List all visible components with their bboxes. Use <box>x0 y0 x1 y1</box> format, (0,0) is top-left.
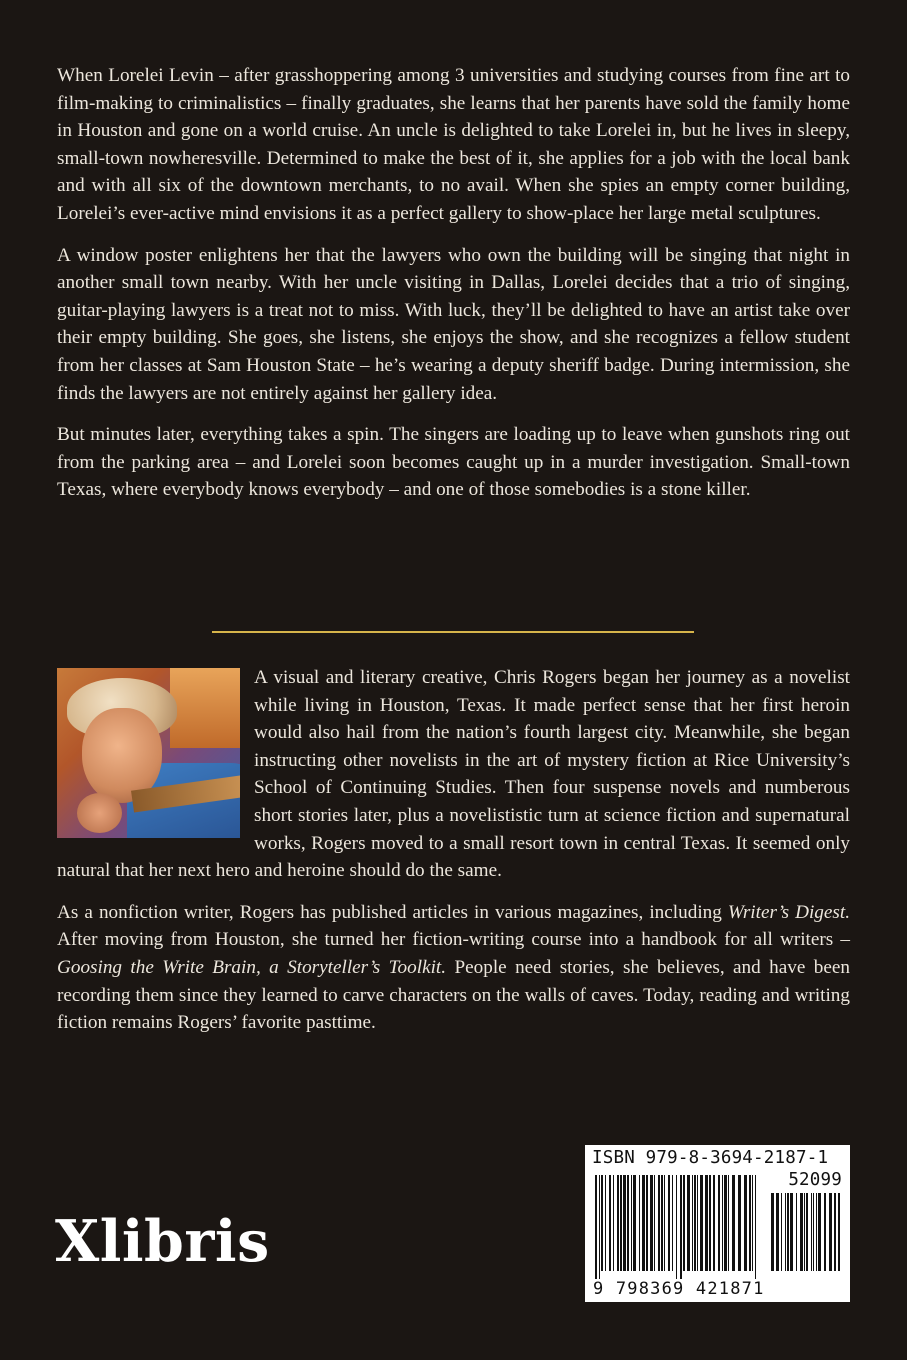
isbn-barcode <box>585 1145 850 1302</box>
publisher-logo: Xlibris <box>55 1208 270 1275</box>
isbn-label: ISBN 979-8-3694-2187-1 <box>592 1148 829 1168</box>
price-code: 52099 <box>788 1170 842 1190</box>
author-portrait <box>57 668 240 838</box>
isbn-digits: 9 798369 421871 <box>593 1279 765 1299</box>
synopsis <box>57 62 850 518</box>
author-bio <box>57 664 850 1051</box>
synopsis-paragraph-3: But minutes later, everything takes a spin. The singers are loading up to leave when gunshots ring out from the parking area – and Lorelei soon becomes caught up in a murder investigation. Small-town Texas, where everybody knows everybody – and one of those somebodies is a stone killer. <box>57 424 850 501</box>
bio-paragraph-2: As a nonfiction writer, Rogers has published articles in various magazines, including Writer’s Digest. After moving from Houston, she turned her fiction-writing course into a handbook for all writers – Goosing the Write Brain, a Storyteller’s Toolkit. People need stories, she believes, and have been recording them since they learned to carve characters on the walls of caves. Today, reading and writing fiction remains Rogers’ favorite pasttime. <box>57 901 850 1034</box>
bio-paragraph-1: A visual and literary creative, Chris Rogers began her journey as a novelist while living in Houston, Texas. It made perfect sense that her first heroin would also hail from the nation’s fourth largest city. Meanwhile, she began instructing other novelists in the art of mystery fiction at Rice University’s School of Continuing Studies. Then four suspense novels and numberous short stories later, plus a novelististic turn at science fiction and supernatural works, Rogers moved to a small resort town in central Texas. It seemed only natural that her next hero and heroine should do the same. <box>57 667 850 882</box>
synopsis-paragraph-1: When Lorelei Levin – after grasshoppering among 3 universities and studying courses from fine art to film-making to criminalistics – finally graduates, she learns that her parents have sold the family home in Houston and gone on a world cruise. An uncle is delighted to take Lorelei in, but he lives in sleepy, small-town nowheresville. Determined to make the best of it, she applies for a job with the local bank and with all six of the downtown merchants, to no avail. When she spies an empty corner building, Lorelei’s ever-active mind envisions it as a perfect gallery to show-place her large metal sculptures. <box>57 65 850 224</box>
gold-divider <box>212 631 694 633</box>
barcode-bars <box>595 1175 760 1279</box>
addon-barcode-bars <box>771 1193 841 1279</box>
synopsis-paragraph-2: A window poster enlightens her that the lawyers who own the building will be singing that night in another small town nearby. With her uncle visiting in Dallas, Lorelei decides that a trio of singing, guitar-playing lawyers is a treat not to miss. With luck, they’ll be delighted to have an artist take over their empty building. She goes, she listens, she enjoys the show, and she recognizes a fellow student from her classes at Sam Houston State – he’s wearing a deputy sheriff badge. During intermission, she finds the lawyers are not entirely against her gallery idea. <box>57 244 850 404</box>
